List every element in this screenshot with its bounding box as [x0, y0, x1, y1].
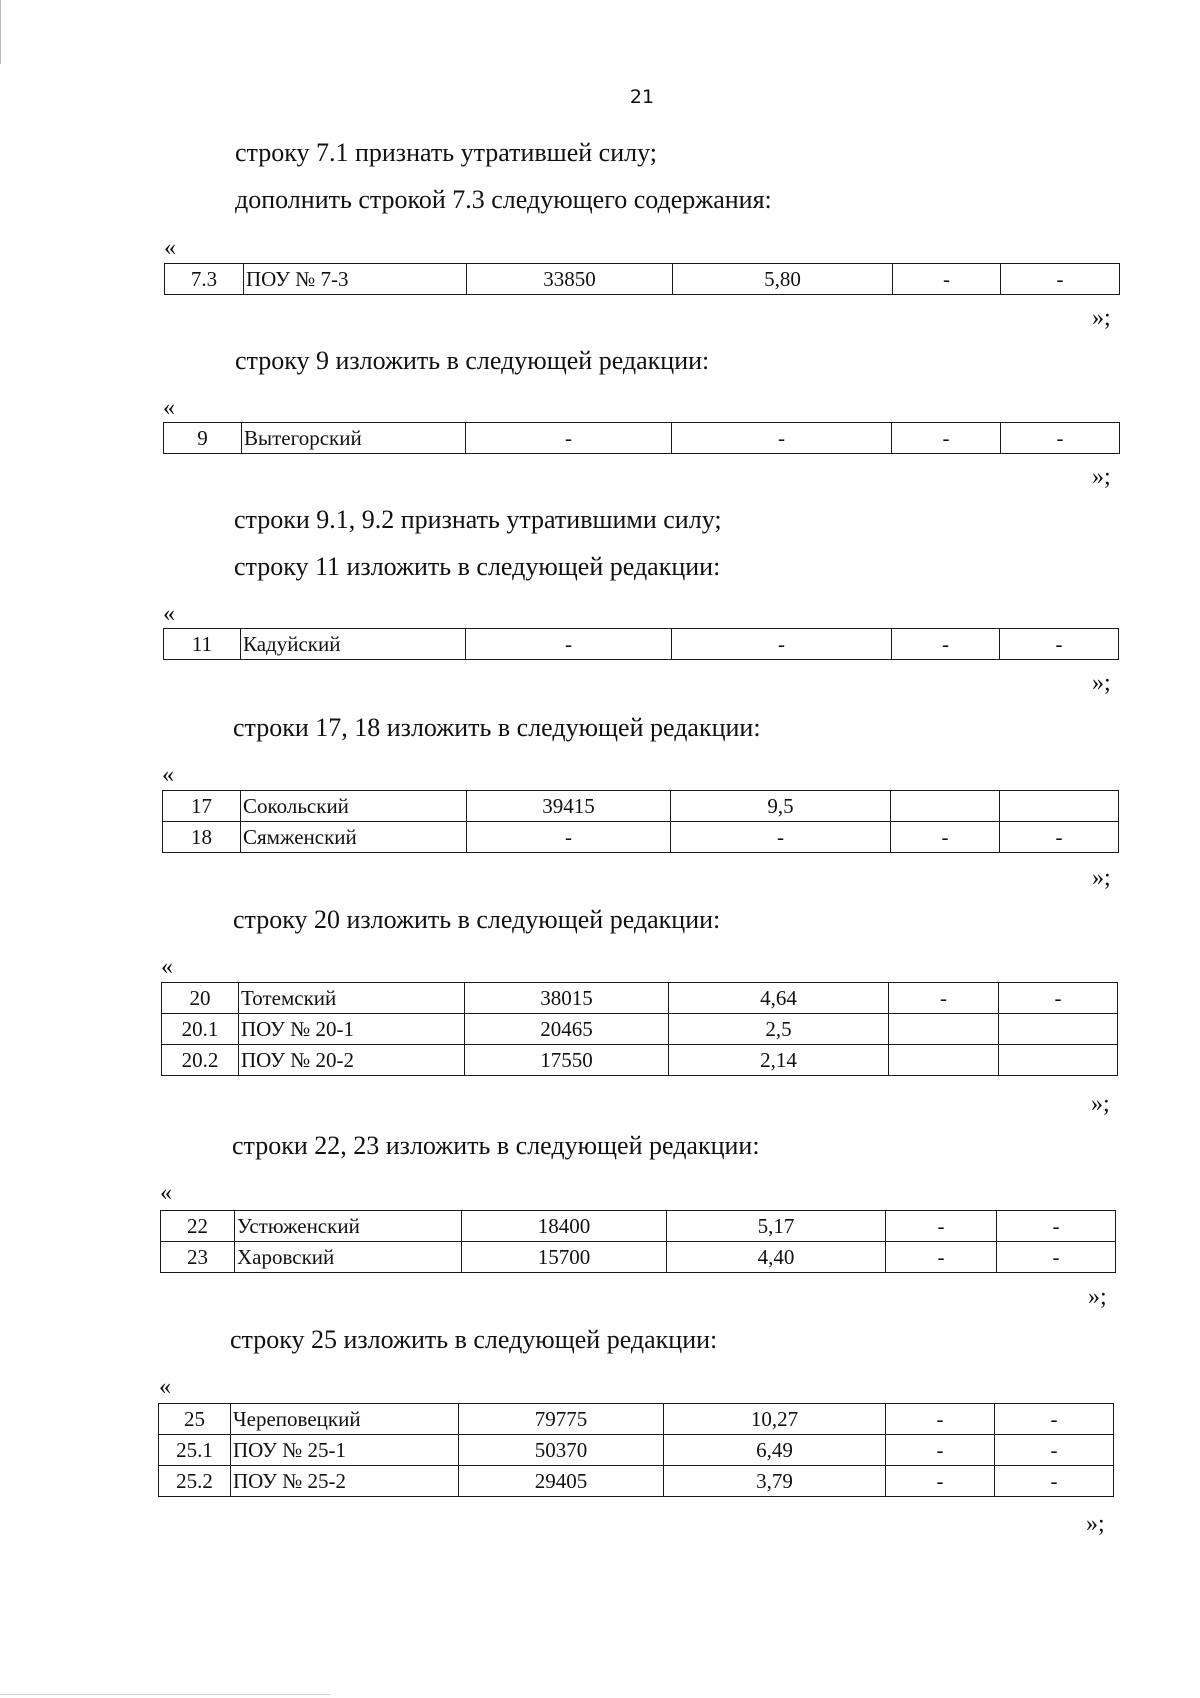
quote-close: »; [1088, 1284, 1107, 1310]
value-b-cell: 3,79 [664, 1466, 886, 1497]
row-number-cell: 11 [164, 629, 241, 660]
amendment-table-7-3 [164, 263, 1120, 295]
value-a-cell: 39415 [467, 791, 671, 822]
table-row [159, 1435, 1114, 1466]
table-row [163, 791, 1119, 822]
scan-edge-left [0, 0, 1, 64]
row-number-cell: 25.2 [159, 1466, 231, 1497]
quote-open: « [160, 1180, 172, 1206]
value-c-cell: - [886, 1404, 995, 1435]
row-number-cell: 20.2 [162, 1045, 239, 1076]
value-d-cell [999, 1045, 1118, 1076]
table-row [163, 822, 1119, 853]
name-cell: ПОУ № 25-1 [231, 1435, 459, 1466]
paragraph-7-1-repeal: строку 7.1 признать утратившей силу; [235, 138, 657, 167]
page-number: 21 [629, 86, 655, 108]
quote-open: « [163, 395, 175, 421]
value-b-cell: 10,27 [664, 1404, 886, 1435]
table-row [164, 423, 1120, 454]
row-number-cell: 17 [163, 791, 241, 822]
quote-close: »; [1086, 1511, 1105, 1537]
value-b-cell: - [672, 629, 892, 660]
paragraph-9-1-9-2-repeal: строки 9.1, 9.2 признать утратившими силу; [234, 505, 722, 534]
amendment-table-9 [163, 422, 1120, 454]
value-a-cell: 79775 [459, 1404, 664, 1435]
value-d-cell: - [997, 1242, 1116, 1273]
name-cell: Вытегорский [242, 423, 466, 454]
value-a-cell: - [466, 629, 672, 660]
value-d-cell: - [1000, 629, 1119, 660]
value-d-cell: - [999, 983, 1118, 1014]
value-a-cell: 17550 [465, 1045, 669, 1076]
paragraph-row-11: строку 11 изложить в следующей редакции: [234, 552, 721, 581]
table-row [159, 1466, 1114, 1497]
scan-edge-bottom [0, 1694, 330, 1695]
value-d-cell: - [995, 1404, 1114, 1435]
value-c-cell: - [892, 423, 1001, 454]
row-number-cell: 7.3 [165, 264, 244, 295]
table-row [165, 264, 1120, 295]
value-b-cell: 9,5 [671, 791, 891, 822]
name-cell: Харовский [235, 1242, 462, 1273]
value-c-cell: - [889, 983, 999, 1014]
name-cell: ПОУ № 25-2 [231, 1466, 459, 1497]
quote-open: « [163, 601, 175, 627]
quote-close: »; [1092, 464, 1111, 490]
value-d-cell: - [1000, 822, 1119, 853]
value-c-cell [891, 791, 1000, 822]
value-a-cell: 20465 [465, 1014, 669, 1045]
value-d-cell: - [1001, 264, 1120, 295]
quote-open: « [164, 235, 176, 261]
row-number-cell: 25.1 [159, 1435, 231, 1466]
value-a-cell: 15700 [462, 1242, 667, 1273]
table-row [159, 1404, 1114, 1435]
value-d-cell: - [1001, 423, 1120, 454]
quote-close: »; [1092, 670, 1111, 696]
value-b-cell: 4,64 [669, 983, 889, 1014]
name-cell: Сокольский [241, 791, 467, 822]
value-c-cell: - [891, 822, 1000, 853]
name-cell: ПОУ № 20-1 [239, 1014, 465, 1045]
row-number-cell: 9 [164, 423, 242, 454]
table-row [164, 629, 1119, 660]
row-number-cell: 22 [161, 1211, 235, 1242]
quote-close: »; [1092, 305, 1111, 331]
value-d-cell [999, 1014, 1118, 1045]
amendment-table-20 [161, 982, 1118, 1076]
paragraph-rows-22-23: строки 22, 23 изложить в следующей редакции: [232, 1131, 760, 1160]
name-cell: ПОУ № 7-3 [244, 264, 467, 295]
quote-close: »; [1092, 865, 1111, 891]
value-c-cell: - [886, 1211, 997, 1242]
row-number-cell: 25 [159, 1404, 231, 1435]
value-a-cell: 50370 [459, 1435, 664, 1466]
value-b-cell: 5,17 [667, 1211, 886, 1242]
value-b-cell: - [672, 423, 892, 454]
table-row [161, 1242, 1116, 1273]
name-cell: Тотемский [239, 983, 465, 1014]
value-d-cell: - [995, 1435, 1114, 1466]
paragraph-row-20: строку 20 изложить в следующей редакции: [233, 905, 721, 934]
amendment-table-25 [158, 1403, 1114, 1497]
table-row [161, 1211, 1116, 1242]
value-b-cell: 2,14 [669, 1045, 889, 1076]
paragraph-row-25: строку 25 изложить в следующей редакции: [230, 1325, 718, 1354]
row-number-cell: 20 [162, 983, 239, 1014]
name-cell: Кадуйский [241, 629, 466, 660]
value-c-cell [889, 1014, 999, 1045]
value-c-cell: - [886, 1466, 995, 1497]
value-b-cell: 6,49 [664, 1435, 886, 1466]
value-d-cell: - [995, 1466, 1114, 1497]
paragraph-rows-17-18: строки 17, 18 изложить в следующей редакции: [233, 713, 761, 742]
paragraph-row-9: строку 9 изложить в следующей редакции: [235, 346, 710, 375]
value-c-cell [889, 1045, 999, 1076]
value-c-cell: - [892, 629, 1000, 660]
amendment-table-17-18 [162, 790, 1119, 853]
paragraph-add-7-3: дополнить строкой 7.3 следующего содержания: [235, 185, 772, 214]
table-row [162, 983, 1118, 1014]
name-cell: Череповецкий [231, 1404, 459, 1435]
amendment-table-22-23 [160, 1210, 1116, 1273]
value-b-cell: 4,40 [667, 1242, 886, 1273]
name-cell: Сямженский [241, 822, 467, 853]
value-b-cell: - [671, 822, 891, 853]
row-number-cell: 18 [163, 822, 241, 853]
name-cell: ПОУ № 20-2 [239, 1045, 465, 1076]
value-a-cell: 18400 [462, 1211, 667, 1242]
table-row [162, 1045, 1118, 1076]
value-c-cell: - [893, 264, 1001, 295]
amendment-table-11 [163, 628, 1119, 660]
value-c-cell: - [886, 1242, 997, 1273]
value-a-cell: - [467, 822, 671, 853]
value-a-cell: 33850 [467, 264, 673, 295]
value-a-cell: 38015 [465, 983, 669, 1014]
quote-close: »; [1091, 1091, 1110, 1117]
row-number-cell: 20.1 [162, 1014, 239, 1045]
value-a-cell: - [466, 423, 672, 454]
name-cell: Устюженский [235, 1211, 462, 1242]
row-number-cell: 23 [161, 1242, 235, 1273]
value-b-cell: 2,5 [669, 1014, 889, 1045]
value-b-cell: 5,80 [673, 264, 893, 295]
value-a-cell: 29405 [459, 1466, 664, 1497]
value-d-cell [1000, 791, 1119, 822]
quote-open: « [159, 1374, 171, 1400]
value-c-cell: - [886, 1435, 995, 1466]
value-d-cell: - [997, 1211, 1116, 1242]
table-row [162, 1014, 1118, 1045]
quote-open: « [161, 954, 173, 980]
quote-open: « [162, 762, 174, 788]
